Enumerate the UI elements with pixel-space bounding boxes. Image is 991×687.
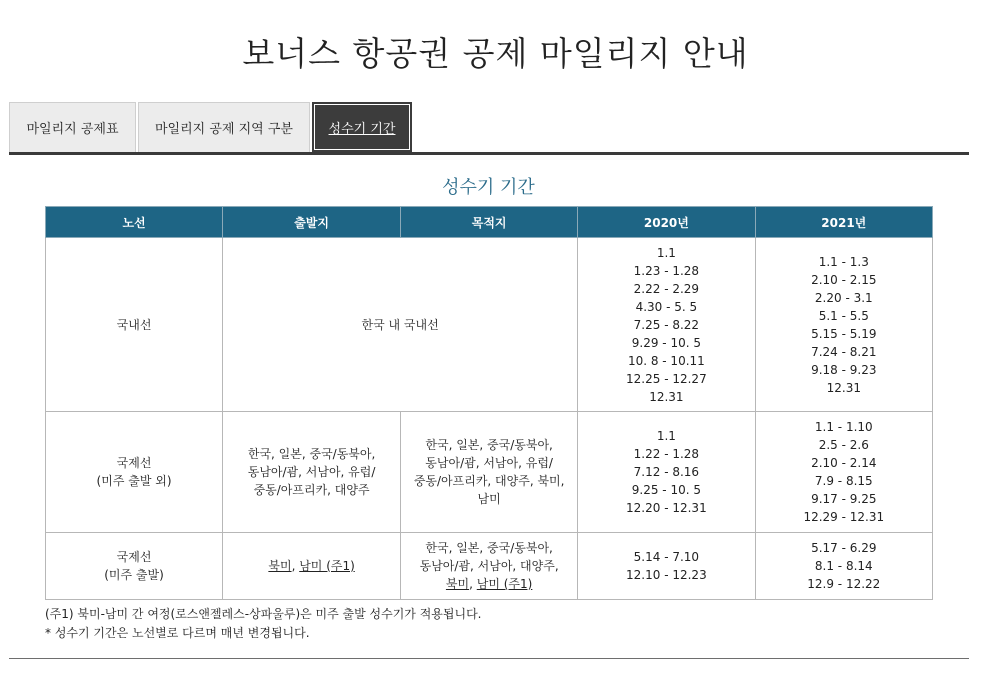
region-line: 남미 xyxy=(477,492,501,506)
header-destination: 목적지 xyxy=(401,207,578,238)
date-range: 12.10 - 12.23 xyxy=(626,568,707,582)
header-2020: 2020년 xyxy=(578,207,755,238)
route-sublabel: (미주 출발) xyxy=(104,568,164,582)
footnote-1: (주1) 북미-남미 간 여정(로스앤젤레스-상파울루)은 미주 출발 성수기가 적용됩니다. xyxy=(45,607,482,621)
tab-divider xyxy=(9,152,969,155)
dates-2020-cell xyxy=(578,412,755,533)
header-departure: 출발지 xyxy=(223,207,401,238)
route-label: 국제선 xyxy=(116,456,152,470)
region-line: 동남아/괌, 서남아, 유럽/ xyxy=(425,456,553,470)
dates-2020-cell xyxy=(578,533,755,600)
date-range: 5.17 - 6.29 xyxy=(811,541,877,555)
tab-peak-season[interactable]: 성수기 기간 xyxy=(312,102,412,152)
date-range: 5.14 - 7.10 xyxy=(633,550,700,564)
date-range: 8.1 - 8.14 xyxy=(814,559,873,573)
date-range: 12.31 xyxy=(649,389,684,404)
tab-mileage-deduction-table[interactable]: 마일리지 공제표 xyxy=(9,102,136,152)
table-row xyxy=(46,238,933,412)
region-line: 한국, 일본, 중국/동북아, xyxy=(425,438,553,452)
north-america-link[interactable]: 북미 xyxy=(445,577,470,591)
date-range: 7.24 - 8.21 xyxy=(811,344,877,359)
date-range: 2.10 - 2.14 xyxy=(811,456,877,470)
header-route: 노선 xyxy=(46,207,223,238)
date-range: 9.29 - 10. 5 xyxy=(631,335,701,350)
destination-cell xyxy=(401,412,578,533)
route-label: 국제선 xyxy=(116,550,152,564)
date-range: 7.9 - 8.15 xyxy=(814,474,873,488)
region-line: 중동/아프리카, 대양주 xyxy=(253,483,370,497)
region-line: 중동/아프리카, 대양주, 북미, xyxy=(413,474,565,488)
table-row xyxy=(46,533,933,600)
date-range: 9.18 - 9.23 xyxy=(811,362,877,377)
south-america-note-link[interactable]: 남미 (주1) xyxy=(299,559,355,573)
dates-2021-cell xyxy=(755,238,932,412)
page-title: 보너스 항공권 공제 마일리지 안내 xyxy=(242,34,749,73)
date-range: 12.29 - 12.31 xyxy=(803,510,885,524)
south-america-note-link[interactable]: 남미 (주1) xyxy=(476,577,533,591)
link-separator: , xyxy=(291,559,300,573)
date-range: 2.22 - 2.29 xyxy=(633,281,700,296)
table-row xyxy=(46,412,933,533)
date-range: 1.1 xyxy=(656,245,676,260)
footnote-2: * 성수기 기간은 노선별로 다르며 매년 변경됩니다. xyxy=(45,626,310,640)
route-sublabel: (미주 출발 외) xyxy=(96,474,172,488)
destination-cell xyxy=(401,533,578,600)
route-cell xyxy=(46,533,223,600)
dates-2021-cell xyxy=(755,412,932,533)
dates-2020-cell xyxy=(578,238,755,412)
date-range: 1.22 - 1.28 xyxy=(633,447,700,461)
date-range: 1.1 - 1.10 xyxy=(814,420,873,434)
date-range: 1.23 - 1.28 xyxy=(633,263,700,278)
north-america-link[interactable]: 북미 xyxy=(268,559,292,573)
region-link-line xyxy=(405,575,573,593)
route-cell: 국내선 xyxy=(46,238,223,412)
date-range: 9.25 - 10. 5 xyxy=(631,483,701,497)
date-range: 1.1 - 1.3 xyxy=(818,254,869,269)
peak-season-table xyxy=(45,206,933,600)
route-cell xyxy=(46,412,223,533)
date-range: 2.5 - 2.6 xyxy=(818,438,869,452)
region-line: 한국, 일본, 중국/동북아, xyxy=(247,447,376,461)
departure-cell xyxy=(223,412,401,533)
date-range: 1.1 xyxy=(656,429,676,443)
date-range: 5.1 - 5.5 xyxy=(818,308,869,323)
dates-2021-cell xyxy=(755,533,932,600)
date-range: 5.15 - 5.19 xyxy=(811,326,877,341)
date-range: 12.9 - 12.22 xyxy=(807,577,881,591)
date-range: 9.17 - 9.25 xyxy=(811,492,877,506)
region-line: 동남아/괌, 서남아, 유럽/ xyxy=(247,465,376,479)
date-range: 10. 8 - 10.11 xyxy=(627,353,705,368)
link-separator: , xyxy=(469,577,477,591)
date-range: 12.31 xyxy=(826,380,861,395)
region-line: 동남아/괌, 서남아, 대양주, xyxy=(419,559,559,573)
bottom-divider xyxy=(9,658,969,659)
departure-destination-cell: 한국 내 국내선 xyxy=(223,238,578,412)
tab-bar xyxy=(9,101,414,153)
header-2021: 2021년 xyxy=(755,207,932,238)
date-range: 12.25 - 12.27 xyxy=(626,371,707,386)
tab-mileage-region[interactable]: 마일리지 공제 지역 구분 xyxy=(138,102,310,152)
date-range: 7.12 - 8.16 xyxy=(633,465,700,479)
region-line: 한국, 일본, 중국/동북아, xyxy=(425,541,553,555)
table-header-row xyxy=(46,207,933,238)
date-range: 7.25 - 8.22 xyxy=(633,317,700,332)
footnotes xyxy=(45,605,481,643)
departure-cell xyxy=(223,533,401,600)
date-range: 4.30 - 5. 5 xyxy=(635,299,698,314)
section-title: 성수기 기간 xyxy=(442,177,535,198)
date-range: 12.20 - 12.31 xyxy=(626,501,707,515)
date-range: 2.10 - 2.15 xyxy=(811,272,877,287)
date-range: 2.20 - 3.1 xyxy=(814,290,873,305)
